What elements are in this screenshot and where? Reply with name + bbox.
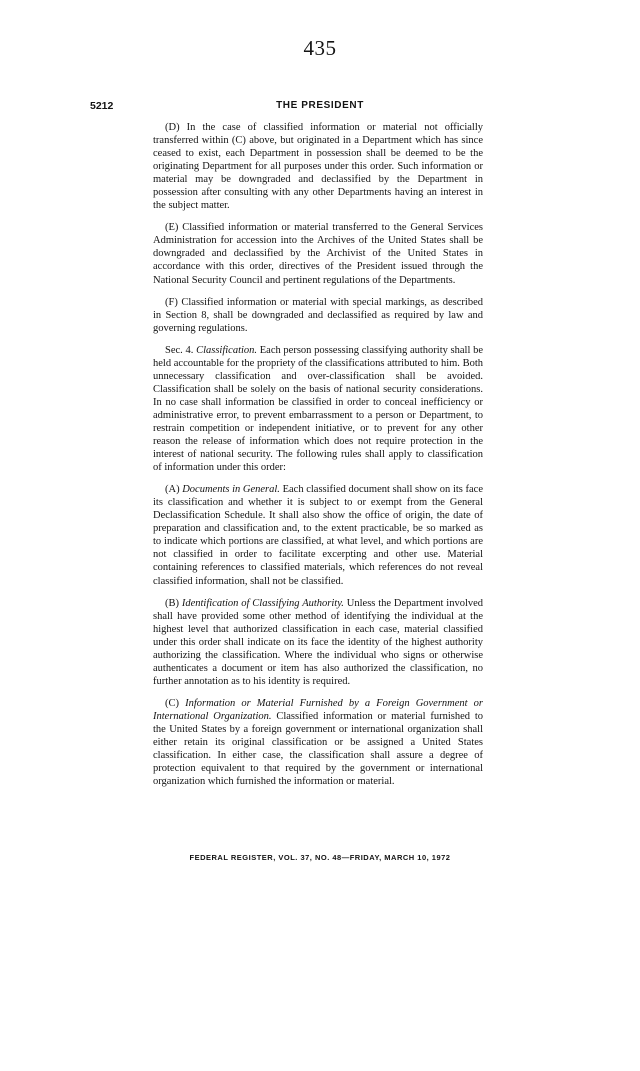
running-head: THE PRESIDENT <box>276 100 364 111</box>
section-4-paragraph <box>153 344 483 474</box>
paragraph-b-text: Unless the Department involved shall have provided some other method of identifying the individual at the highest level that authorized classification in each case, material classified under this order shall indicate on its face the identity of the highest authority authorizing the classification. Where the individual who signs or otherwise authenticates a document or item has also authorized the classification, no further annotation as to his identity is required. <box>153 597 484 687</box>
section-4-label: Sec. 4. <box>165 344 194 356</box>
footer-citation: FEDERAL REGISTER, VOL. 37, NO. 48—FRIDAY, MARCH 10, 1972 <box>189 853 451 862</box>
paragraph-f: (F) Classified information or material with special markings, as described in Section 8, shall be downgraded and declassified as required by law and governing regulations. <box>153 296 483 334</box>
section-4-text: Each person possessing classifying authority shall be held accountable for the propriety of the classifications attributed to him. Both unnecessary classification and over-classification shall be avoided. Classification shall be solely on the basis of national security considerations. In no case shall information be classified in order to conceal inefficiency or administrative error, to prevent embarrassment to a person or Department, to restrain competition or independent initiative, or to prevent for any other reason the release of information which does not require protection in the interest of national security. The following rules shall apply to classification of information under this order: <box>153 344 484 474</box>
paragraph-b-label: (B) <box>165 597 179 609</box>
paragraph-b-heading: Identification of Classifying Authority. <box>181 597 344 609</box>
paragraph-a-heading: Documents in General. <box>182 484 280 496</box>
section-4-heading: Classification. <box>196 344 258 356</box>
paragraph-c-label: (C) <box>165 697 179 709</box>
paragraph-d: (D) In the case of classified information or material not officially transferred within (C) above, but originated in a Department which has since ceased to exist, each Department in possession shall be deemed to be the originating Department for all purposes under this order. Such information or material may be downgraded and declassified by the Department in possession after consulting with any other Departments having an interest in the subject matter. <box>153 122 483 212</box>
paragraph-a-text: Each classified document shall show on its face its classification and whether it is subject to or exempt from the General Declassification Schedule. It shall also show the office of origin, the date of preparation and classification and, to the extent practicable, be so marked as to indicate which portions are classified, at what level, and which portions are not classified in order to facilitate excerpting and other use. Material containing references to classified materials, which references do not reveal classified information, shall not be classified. <box>153 484 483 587</box>
paragraph-b <box>153 597 483 688</box>
page-number: 435 <box>303 36 337 60</box>
paragraph-e: (E) Classified information or material transferred to the General Services Administration for accession into the Archives of the United States shall be downgraded and declassified by the Archivist of the United States in accordance with this order, directives of the President issued through the National Security Council and pertinent regulations of the Departments. <box>153 222 483 286</box>
paragraph-a <box>153 483 483 587</box>
paragraph-a-label: (A) <box>165 484 180 496</box>
document-body <box>153 121 483 794</box>
paragraph-c-text: Classified information or material furnished to the United States by a foreign government or international organization shall either retain its original classification or be assigned a United States classification. In either case, the classification shall assure a degree of protection equivalent to that required by the government or international organization which furnished the information or material. <box>153 710 483 788</box>
register-page-number: 5212 <box>90 100 114 112</box>
paragraph-c <box>153 697 483 788</box>
paragraph-c-heading: Information or Material Furnished by a Foreign Government or International Organization. <box>153 697 484 722</box>
